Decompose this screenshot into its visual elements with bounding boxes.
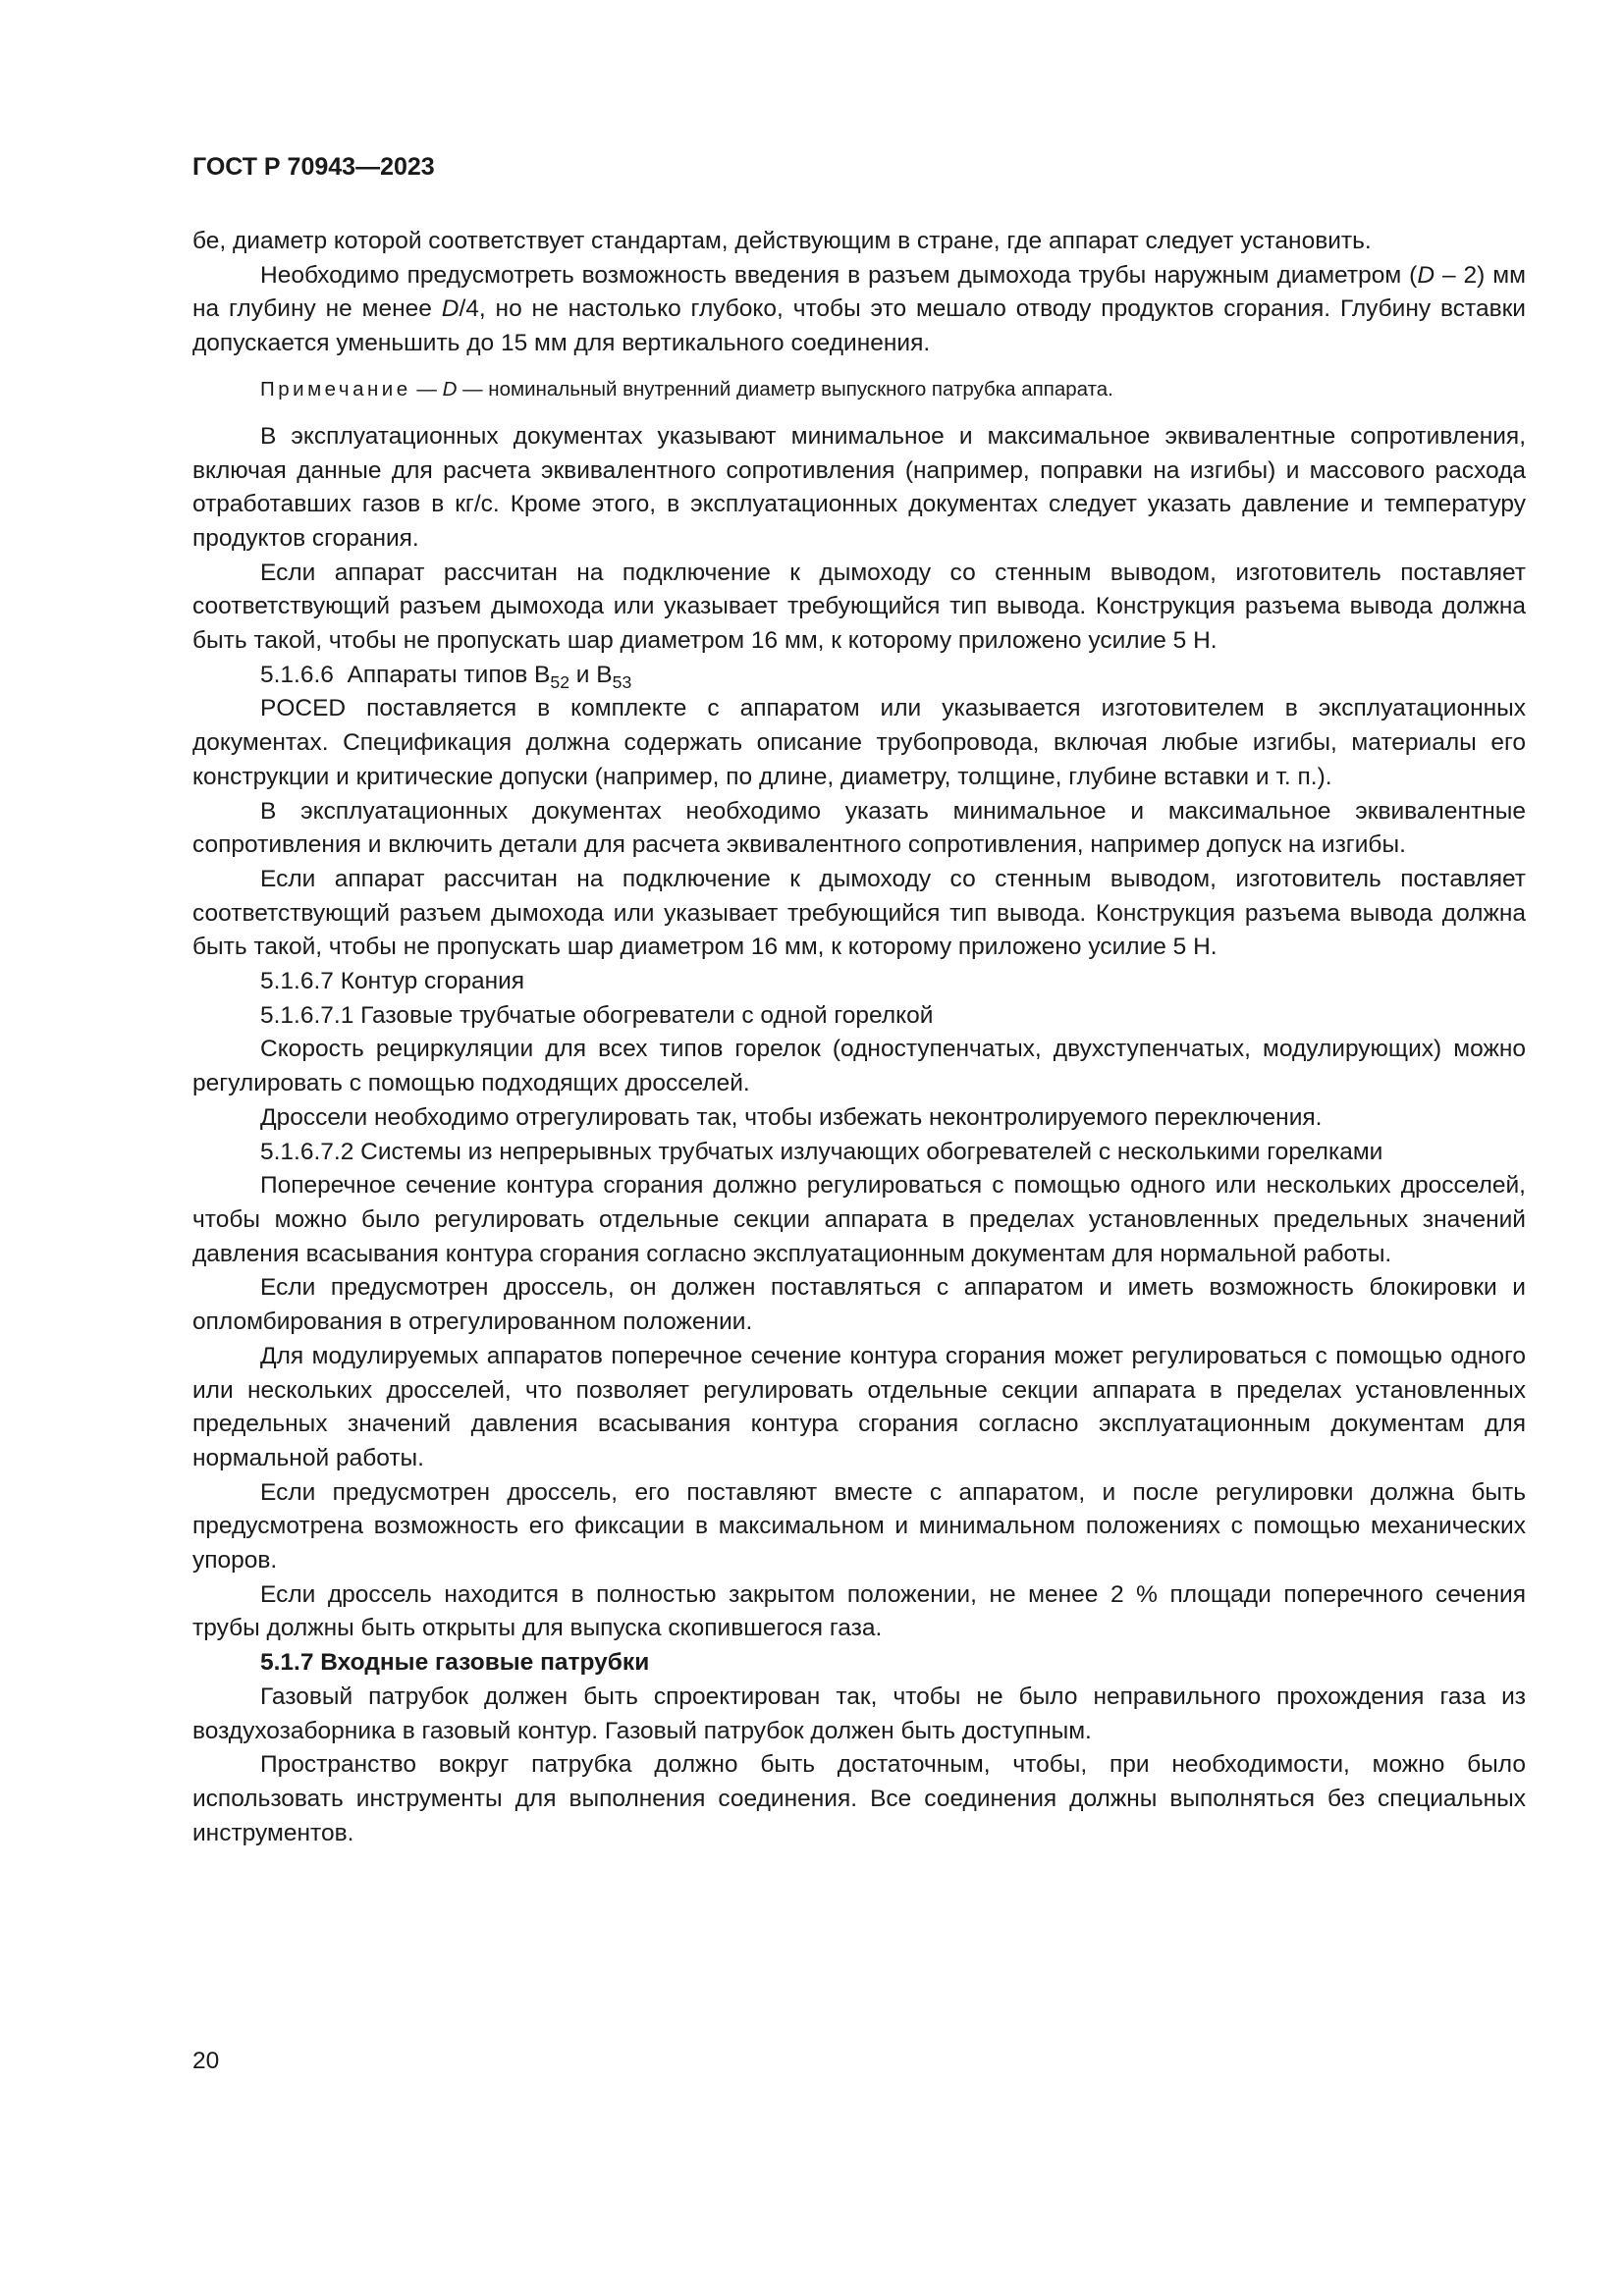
paragraph: Скорость рециркуляции для всех типов горелок (одноступенчатых, двухступенчатых, модулирующих) можно регулировать с помощью подходящих дросселей. <box>192 1036 1526 1097</box>
paragraph: Газовый патрубок должен быть спроектирован так, чтобы не было неправильного прохождения газа из воздухозаборника в газовый контур. Газовый патрубок должен быть доступным. <box>192 1682 1526 1744</box>
paragraph: Если дроссель находится в полностью закрытом положении, не менее 2 % площади поперечного сечения трубы должны быть открыты для выпуска скопившегося газа. <box>192 1580 1526 1642</box>
section-heading-5-1-6-7-1: 5.1.6.7.1 Газовые трубчатые обогреватели с одной горелкой <box>260 1001 934 1029</box>
paragraph-continuation: бе, диаметр которой соответствует стандартам, действующим в стране, где аппарат следует установить. <box>192 228 1372 254</box>
paragraph: Поперечное сечение контура сгорания должно регулироваться с помощью одного или нескольких дросселей, чтобы можно было регулировать отдельные секции аппарата в пределах установленных предельных значений давления всасывания контура сгорания согласно эксплуатационным документам для нормальной работы. <box>192 1172 1526 1267</box>
page-number: 20 <box>192 2048 220 2074</box>
paragraph: Если предусмотрен дроссель, он должен поставляться с аппаратом и иметь возможность блокировки и опломбирования в отрегулированном положении. <box>192 1274 1526 1336</box>
section-heading-5-1-6-6: 5.1.6.6 Аппараты типов $B_{52}$ и $B_{53}$ <box>260 661 632 692</box>
paragraph: Дроссели необходимо отрегулировать так, чтобы избежать неконтролируемого переключения. <box>260 1103 1323 1131</box>
paragraph-insertion-depth: Необходимо предусмотреть возможность введения в разъем дымохода трубы наружным диаметром (D – 2) мм на глубину не менее D/4, но не настолько глубоко, чтобы это мешало отводу продуктов сгорания. Глубину вставки допускается уменьшить до 15 мм для вертикального соединения. <box>192 261 1526 357</box>
document-body <box>192 225 1526 1850</box>
paragraph: Если аппарат рассчитан на подключение к дымоходу со стенным выводом, изготовитель поставляет соответствующий разъем дымохода или указывает требующийся тип вывода. Конструкция разъема вывода должна быть такой, чтобы не пропускать шар диаметром 16 мм, к которому приложено усилие 5 Н. <box>192 559 1526 655</box>
note: Примечание — D — номинальный внутренний диаметр выпускного патрубка аппарата. <box>260 377 1113 400</box>
section-heading-5-1-6-7: 5.1.6.7 Контур сгорания <box>260 968 525 995</box>
section-heading-5-1-7: 5.1.7 Входные газовые патрубки <box>260 1649 650 1677</box>
document-header: ГОСТ Р 70943—2023 <box>192 153 435 181</box>
paragraph: В эксплуатационных документах указывают минимальное и максимальное эквивалентные сопротивления, включая данные для расчета эквивалентного сопротивления (например, поправки на изгибы) и массового расхода отработавших газов в кг/с. Кроме этого, в эксплуатационных документах следует указать давление и температуру продуктов сгорания. <box>192 422 1526 552</box>
paragraph: Пространство вокруг патрубка должно быть достаточным, чтобы, при необходимости, можно было использовать инструменты для выполнения соединения. Все соединения должны выполняться без специальных инструментов. <box>192 1751 1526 1846</box>
paragraph: Если аппарат рассчитан на подключение к дымоходу со стенным выводом, изготовитель поставляет соответствующий разъем дымохода или указывает требующийся тип вывода. Конструкция разъема вывода должна быть такой, чтобы не пропускать шар диаметром 16 мм, к которому приложено усилие 5 Н. <box>192 865 1526 961</box>
paragraph: В эксплуатационных документах необходимо указать минимальное и максимальное эквивалентные сопротивления и включить детали для расчета эквивалентного сопротивления, например допуск на изгибы. <box>192 797 1526 859</box>
section-heading-5-1-6-7-2: 5.1.6.7.2 Системы из непрерывных трубчатых излучающих обогревателей с несколькими горелками <box>260 1138 1383 1165</box>
paragraph: POCED поставляется в комплекте с аппаратом или указывается изготовителем в эксплуатационных документах. Спецификация должна содержать описание трубопровода, включая любые изгибы, материалы его конструкции и критические допуски (например, по длине, диаметру, толщине, глубине вставки и т. п.). <box>192 695 1526 790</box>
paragraph: Для модулируемых аппаратов поперечное сечение контура сгорания может регулироваться с помощью одного или нескольких дросселей, что позволяет регулировать отдельные секции аппарата в пределах установленных предельных значений давления всасывания контура сгорания согласно эксплуатационным документам для нормальной работы. <box>192 1342 1526 1471</box>
note-label: Примечание <box>260 377 411 400</box>
paragraph: Если предусмотрен дроссель, его поставляют вместе с аппаратом, и после регулировки должна быть предусмотрена возможность его фиксации в максимальном и минимальном положениях с помощью механических упоров. <box>192 1478 1526 1575</box>
